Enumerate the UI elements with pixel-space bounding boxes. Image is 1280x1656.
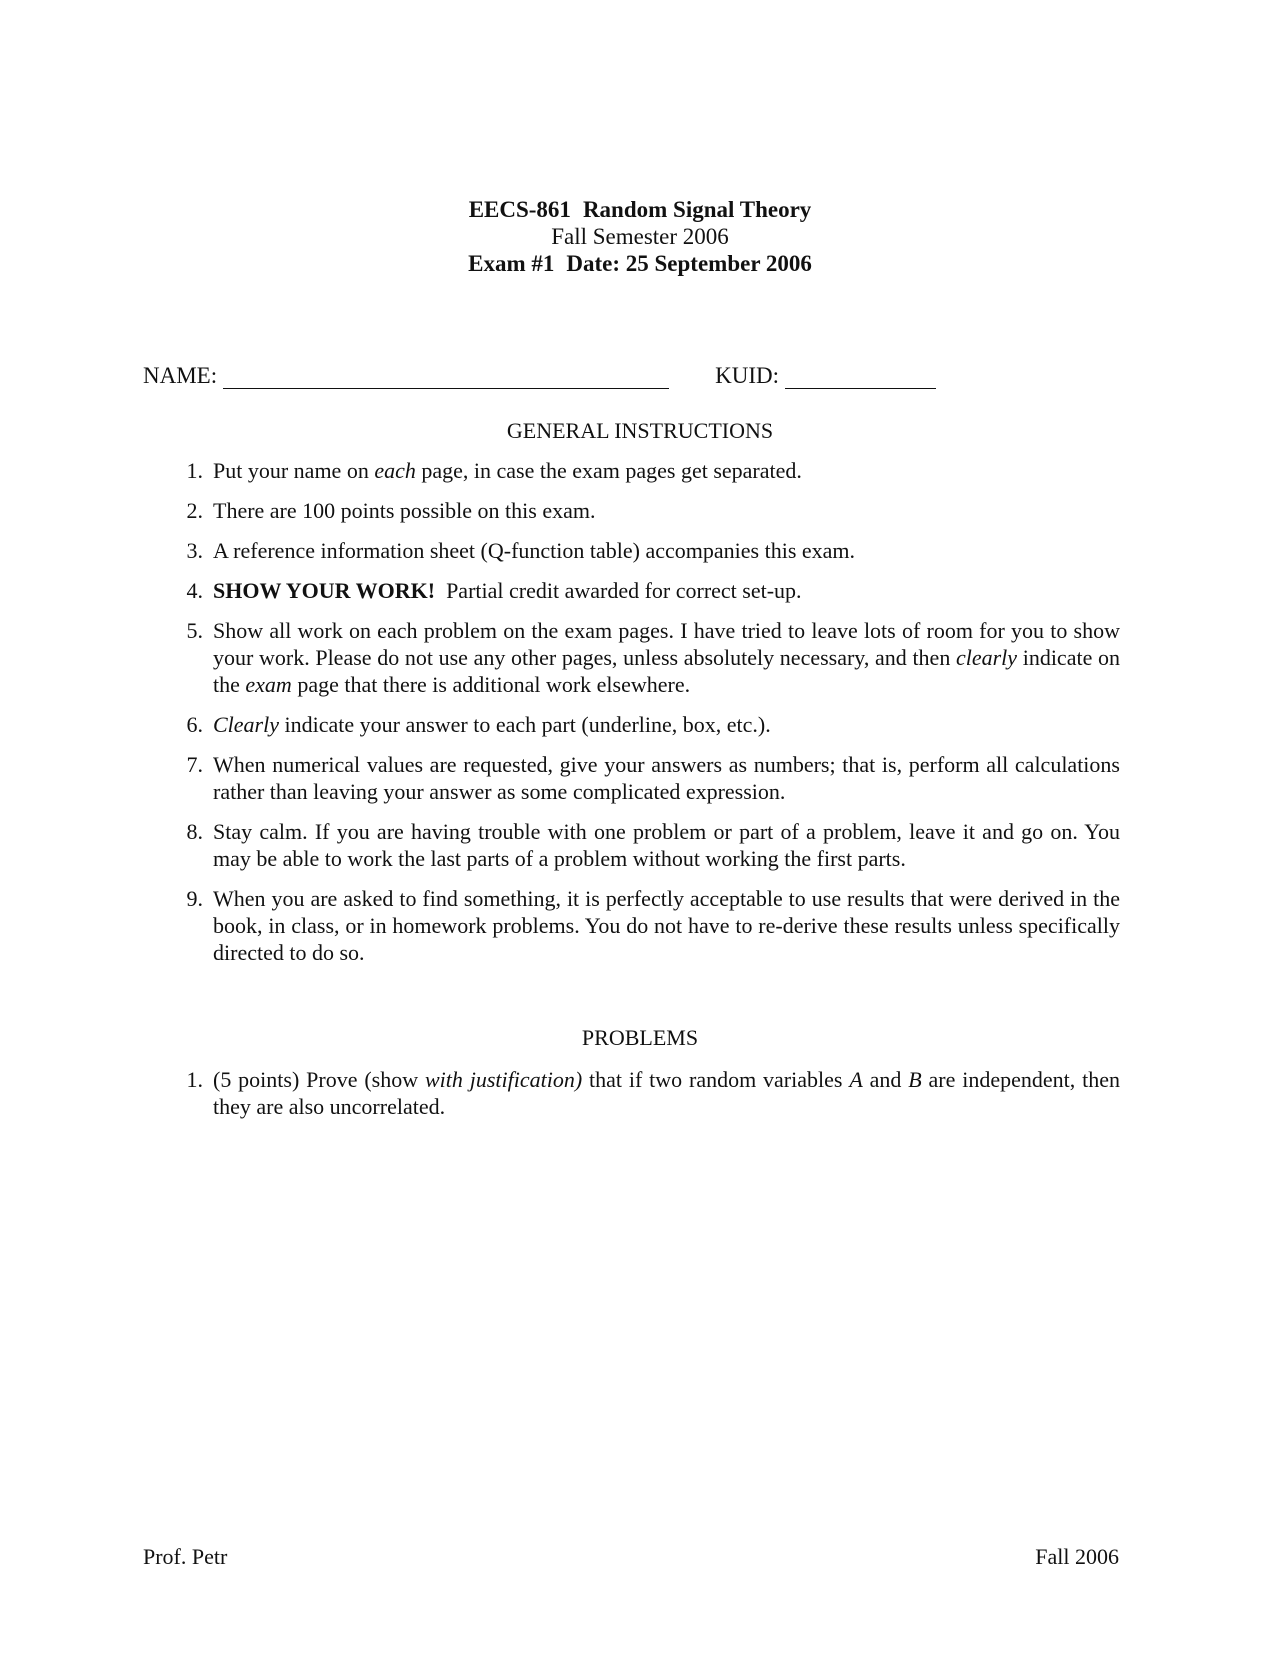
footer-professor: Prof. Petr — [143, 1544, 228, 1569]
item-text: and — [862, 1067, 909, 1092]
item-emphasis: with justification) — [424, 1067, 583, 1092]
item-text: that if two random variables — [582, 1067, 850, 1092]
item-text: page, in case the exam pages get separated. — [415, 458, 802, 483]
item-text: (5 points) Prove (show — [213, 1067, 425, 1092]
instructions-list — [143, 457, 1120, 979]
instructions-title: GENERAL INSTRUCTIONS — [506, 418, 774, 443]
item-number: 1 . — [173, 1066, 203, 1093]
course-name: Random Signal Theory — [582, 197, 812, 222]
list-item — [143, 577, 1120, 604]
name-blank-line — [223, 364, 669, 389]
exam-date: Date: 25 September 2006 — [566, 251, 812, 276]
course-code: EECS-861 — [468, 197, 571, 222]
list-item — [143, 1066, 1120, 1120]
student-id-row — [143, 362, 936, 389]
problems-list — [143, 1066, 1120, 1133]
item-text: Partial credit awarded for correct set-up. — [446, 578, 802, 603]
item-text: Stay calm. If you are having trouble with one problem or part of a problem, leave it and go on. You may be able to work the last parts of a problem without working the first parts. — [213, 819, 1120, 871]
item-number: 9 . — [173, 885, 203, 912]
item-number: 5 . — [173, 617, 203, 644]
list-item — [143, 537, 1120, 564]
item-emphasis: exam — [245, 672, 292, 697]
item-emphasis: Clearly — [213, 712, 279, 737]
item-number: 6 . — [173, 711, 203, 738]
item-text: When numerical values are requested, give your answers as numbers; that is, perform all calculations rather than leaving your answer as some complicated expression. — [213, 752, 1120, 804]
item-text: page that there is additional work elsewhere. — [291, 672, 691, 697]
item-number: 8 . — [173, 818, 203, 845]
list-item — [143, 885, 1120, 966]
item-text: Put your name on — [213, 458, 375, 483]
item-text: indicate your answer to each part (underline, box, etc.). — [279, 712, 771, 737]
list-item — [143, 711, 1120, 738]
footer-term: Fall 2006 — [1035, 1544, 1119, 1569]
item-number: 2 . — [173, 497, 203, 524]
item-text: There are 100 points possible on this exam. — [213, 498, 596, 523]
exam-header — [0, 196, 1280, 277]
item-text: Show all work on each problem on the exam pages. I have tried to leave lots of room for you to show your work. Please do not use any other pages, unless absolutely necessary, and then — [213, 618, 1120, 670]
kuid-blank-line — [785, 364, 936, 389]
name-label: NAME: — [143, 363, 218, 388]
item-text: indicate on the — [213, 645, 1120, 697]
kuid-label: KUID: — [715, 363, 780, 388]
item-text: When you are asked to find something, it is perfectly acceptable to use results that were derived in the book, in class, or in homework problems. You do not have to re-derive these results unless specifically directed to do so. — [213, 886, 1120, 965]
item-number: 1 . — [173, 457, 203, 484]
variable-a: A — [849, 1067, 863, 1092]
list-item — [143, 751, 1120, 805]
item-number: 3 . — [173, 537, 203, 564]
list-item — [143, 497, 1120, 524]
exam-number: Exam #1 — [468, 251, 555, 276]
list-item — [143, 617, 1120, 698]
list-item — [143, 457, 1120, 484]
item-number: 4 . — [173, 577, 203, 604]
semester: Fall Semester 2006 — [551, 224, 729, 249]
item-text: A reference information sheet (Q-function table) accompanies this exam. — [213, 538, 856, 563]
item-emphasis: clearly — [955, 645, 1018, 670]
problems-title: PROBLEMS — [581, 1025, 699, 1050]
item-number: 7 . — [173, 751, 203, 778]
item-text: are independent, then they are also uncorrelated. — [213, 1067, 1120, 1119]
item-emphasis: SHOW YOUR WORK! — [213, 578, 436, 603]
item-emphasis: each — [374, 458, 416, 483]
variable-b: B — [908, 1067, 922, 1092]
list-item — [143, 818, 1120, 872]
